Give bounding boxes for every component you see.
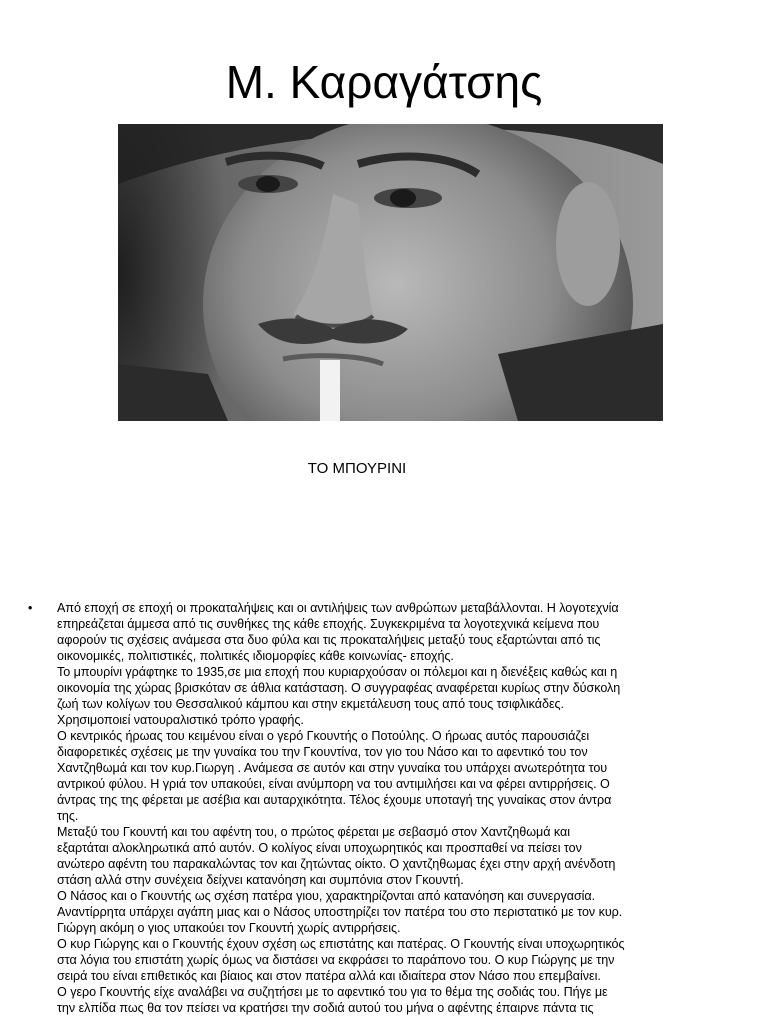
essay-line: Χαντζηθωμά και τον κυρ.Γιωργη . Ανάμεσα σε αυτόν και στην γυναίκα του υπάρχει ανωτερότητα του [57,761,608,775]
essay-line: διαφορετικές σχέσεις με την γυναίκα του την Γκουντίνα, τον γιο του Νάσο και το αφεντικό του τον [57,745,588,759]
essay-line: Από εποχή σε εποχή οι προκαταλήψεις και οι αντιλήψεις των ανθρώπων μεταβάλλονται. Η λογοτεχνία [57,601,619,615]
essay-line: Το μπουρίνι γράφτηκε το 1935,σε μια εποχή που κυριαρχούσαν οι πόλεμοι και η διενέξεις καθώς και η [57,665,618,679]
essay-line: Ο γερο Γκουντής είχε αναλάβει να συζητήσει με το αφεντικό του για το θέμα της σοδιάς του. Πήγε με [57,985,608,999]
essay-line: εξαρτάται αλοκληρωτικά από αυτόν. Ο κολίγος είναι υποχωρητικός και προσπαθεί να πείσει τον [57,841,582,855]
essay-line: στάση αλλά στην συνέχεια δείχνει κατανόηση και συμπόνια στον Γκουντή. [57,873,464,887]
essay-line: Γιώργη ακόμη ο γιος υπακούει τον Γκουντή χωρίς αντιρρήσεις. [57,921,401,935]
essay-line: αντρικού φύλου. Η γριά τον υπακούει, είναι ανύμπορη να του αντιμιλήσει και να φέρει αντιρρήσεις. Ο [57,777,610,791]
essay-line: αφορούν τις σχέσεις ανάμεσα στα δυο φύλα και τις προκαταλήψεις μεταξύ τους εξαρτώνται από τις [57,633,601,647]
essay-line: επηρεάζεται άμμεσα από τις συνθήκες της κάθε εποχής. Συγκεκριμένα τα λογοτεχνικά κείμενα που [57,617,600,631]
essay-line: Ο κυρ Γιώργης και ο Γκουντής έχουν σχέση ως επιστάτης και πατέρας. Ο Γκουντής είναι υποχωρητικός [57,937,625,951]
essay-line: σειρά του είναι επιθετικός και βίαιος και στον πατέρα αλλά και ιδιαίτερα στον Νάσο που επεμβαίνει. [57,969,601,983]
essay-line: Μεταξύ του Γκουντή και του αφέντη του, ο πρώτος φέρεται με σεβασμό στον Χαντζηθωμά και [57,825,570,839]
essay-line: Ο κεντρικός ήρωας του κειμένου είναι ο γερό Γκουντής ο Ποτούλης. Ο ήρωας αυτός παρουσιάζει [57,729,590,743]
author-portrait [118,124,663,421]
bullet-marker: • [28,601,33,615]
essay-line: Ο Νάσος και ο Γκουντής ως σχέση πατέρα γιου, χαρακτηρίζονται από κατανόηση και συνεργασία. [57,889,596,903]
essay-line: στα λόγια του επιστάτη χωρίς όμως να διστάσει να εκφράσει το παράπονο του. Ο κυρ Γιώργης με την [57,953,615,967]
essay-line: της. [57,809,79,823]
story-title: ΤΟ ΜΠΟΥΡΙΝΙ [307,460,407,477]
essay-line: ζωή των κολίγων του Θεσσαλικού κάμπου και στην εκμετάλευση τους από τους τσιφλικάδες. [57,697,564,711]
essay-line: την ελπίδα πως θα τον πείσει να κρατήσει την σοδιά αυτού του μήνα ο αφέντης έπαιρνε πάντα τις [57,1001,594,1015]
essay-line: ανώτερο αφέντη του παρακαλώντας τον και ζητώντας οίκτο. Ο χαντζηθωμας έχει στην αρχή ανένδοτη [57,857,616,871]
essay-line: οικονομία της χώρας βρισκόταν σε άθλια κατάσταση. Ο συγγραφέας αναφέρεται κυρίως στην δύσκολη [57,681,621,695]
essay-line: Χρησιμοποιεί νατουραλιστικό τρόπο γραφής. [57,713,304,727]
essay-line: Αναντίρρητα υπάρχει αγάπη μιας και ο Νάσος υποστηρίζει τον πατέρα του στο περιστατικό με τον κυρ. [57,905,623,919]
essay-text [57,600,768,1016]
essay-line: άντρας της της φέρεται με ασέβια και αυταρχικότητα. Τέλος έχουμε υποταγή της γυναίκας στον άντρα [57,793,612,807]
page-title: Μ. Καραγάτσης [225,56,543,108]
essay-line: οικονομικές, πολιτιστικές, πολιτικές ιδιομορφίες κάθε κοινωνίας- εποχής. [57,649,454,663]
